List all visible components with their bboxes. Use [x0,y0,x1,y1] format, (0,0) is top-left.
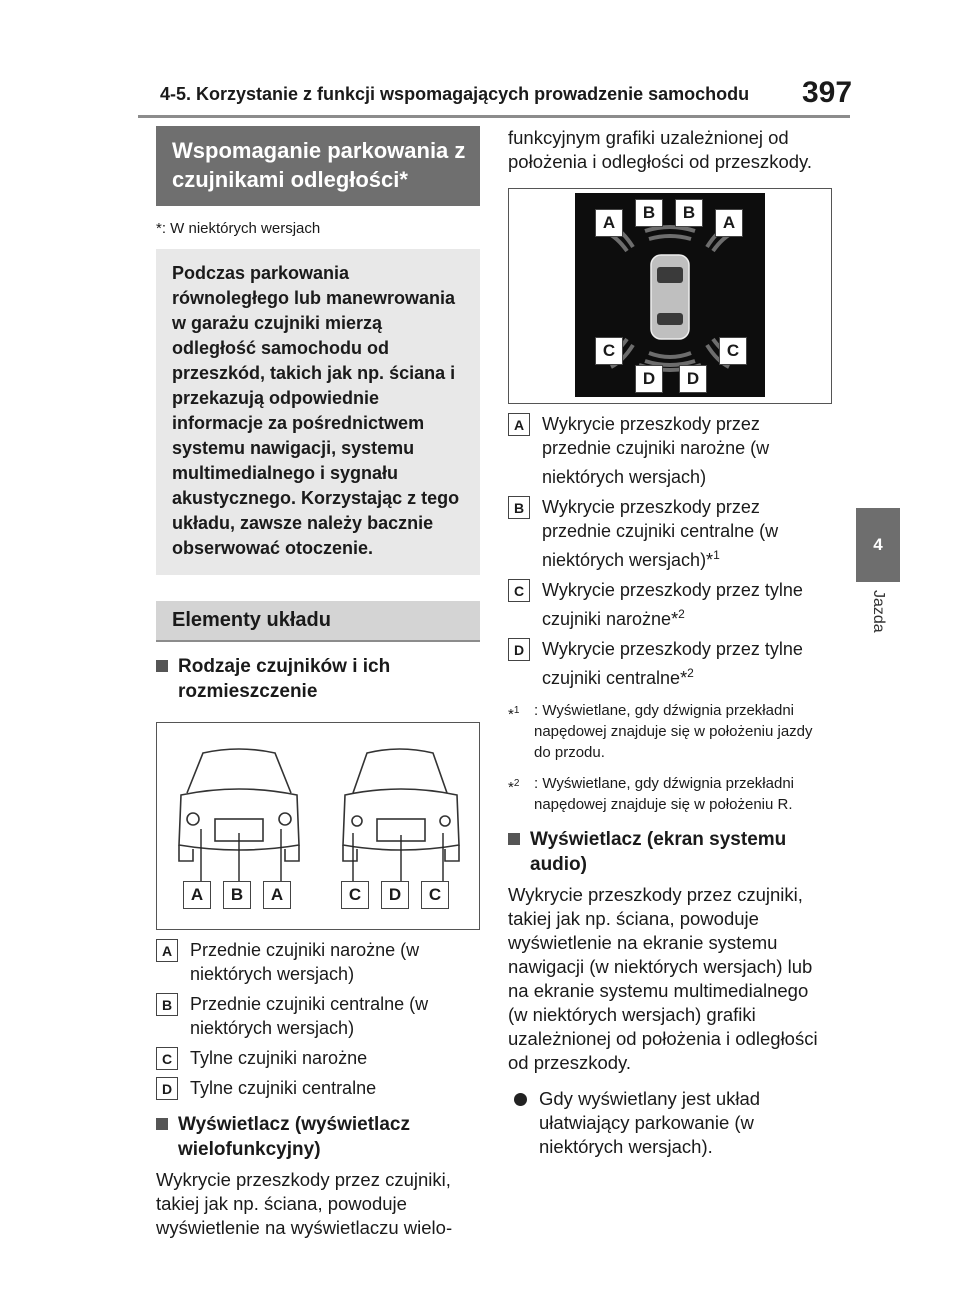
legend-letter: C [508,579,530,602]
footnote-2 [508,773,832,815]
legend-letter: D [156,1077,178,1100]
legend-item [508,637,832,690]
legend-text: Wykrycie przeszkody przez przednie czujniki centralne (w niektórych wersjach)* [542,497,779,570]
round-bullet-icon [514,1093,527,1106]
title-footnote: *: W niektórych wersjach [156,220,321,237]
display-label-a-left: A [595,209,623,237]
legend-text: Tylne czujniki centralne [190,1078,377,1098]
legend-item [156,1076,480,1100]
running-header: 4-5. Korzystanie z funkcji wspomagających prowadzenie samochodu [160,84,750,104]
front-car-roof [187,749,291,793]
display-label-a-right: A [715,209,743,237]
footnote-sup: 1 [513,705,520,716]
display-label-c-left: C [595,337,623,365]
footnote-sup: 2 [513,778,520,789]
figure-label-row [183,881,449,909]
left-column [156,126,480,1240]
body-paragraph: Wykrycie przeszkody przez czujniki, takiej jak np. ściana, powoduje wyświetlenie na wyświetlaczu wielo- [156,1169,453,1238]
rear-left-light [352,816,362,826]
subheading-multi-display [156,1112,480,1162]
legend-item [156,1046,480,1070]
legend-letter: D [508,638,530,661]
legend-item [508,495,832,572]
legend-letter: C [156,1047,178,1070]
square-bullet-icon [156,660,168,672]
legend-text: Wykrycie przeszkody przez przednie czujniki narożne (w niektórych wersjach) [542,414,770,487]
bullet-text: Gdy wyświetlany jest układ ułatwiający parkowanie (w niektórych wersjach). [539,1088,761,1157]
rear-car-roof [353,749,447,793]
legend-sup: 1 [713,548,720,562]
legend-item [156,992,480,1040]
subheading-text: Rodzaje czujników i ich rozmieszczenie [178,656,391,702]
chapter-tab: 4 [856,508,900,582]
square-bullet-icon [156,1118,168,1130]
car-top-view [651,255,689,339]
display-label-b-right: B [675,199,703,227]
legend-item [508,412,832,489]
front-left-light [187,813,199,825]
intro-box: Podczas parkowania równoległego lub manewrowania w garażu czujniki mierzą odległość samochodu od przeszkód, takich jak np. ściana i przekazują odpowiednie informacje za pośrednictwem systemu nawigacji, systemu multimedialnego i sygnału akustycznego. Korzystając z tego układu, zawsze należy bacznie obserwować otoczenie. [156,249,480,575]
legend-letter: A [156,939,178,962]
sensor-legend [156,938,480,1100]
front-right-light [279,813,291,825]
fig-label-c1: C [341,881,369,909]
legend-item [508,578,832,631]
square-bullet-icon [508,833,520,845]
fig-label-a2: A [263,881,291,909]
legend-text: Przednie czujniki centralne (w niektórych wersjach) [190,994,429,1038]
display-label-d-left: D [635,365,663,393]
footnote-1 [508,700,832,763]
legend-text: Wykrycie przeszkody przez tylne czujniki narożne* [542,580,803,629]
display-label-c-right: C [719,337,747,365]
legend-sup: 2 [687,666,694,680]
subheading-sensor-types [156,654,480,704]
legend-text: Tylne czujniki narożne [190,1048,368,1068]
body-paragraph-continued: funkcyjnym grafiki uzależnionej od położenia i odległości od przeszkody. [508,127,813,172]
footnote-text: : Wyświetlane, gdy dźwignia przekładni napędowej znajduje się w położeniu jazdy do przodu. [534,702,813,761]
display-label-d-right: D [679,365,707,393]
sensor-display-illustration [509,189,831,401]
rear-right-light [440,816,450,826]
legend-text: Przednie czujniki narożne (w niektórych wersjach) [190,940,420,984]
header-rule [138,115,850,118]
chapter-label: Jazda [870,590,887,633]
subheading-text: Wyświetlacz (wyświetlacz wielofunkcyjny) [178,1114,410,1160]
page-number: 397 [802,76,853,109]
fig-label-b: B [223,881,251,909]
bullet-item [508,1087,832,1159]
sensor-location-figure [156,722,480,930]
legend-letter: B [156,993,178,1016]
display-label-b-left: B [635,199,663,227]
footnote-text: : Wyświetlane, gdy dźwignia przekładni napędowej znajduje się w położeniu R. [534,775,794,813]
footnote-mark: * [508,706,514,723]
section-title: Wspomaganie parkowania z czujnikami odległości* [156,126,480,206]
subheading-text: Wyświetlacz (ekran systemu audio) [530,829,787,875]
legend-letter: A [508,413,530,436]
subheading-audio-screen [508,827,832,877]
fig-label-c2: C [421,881,449,909]
display-figure [508,188,832,404]
section-header: Elementy układu [156,601,480,642]
legend-text: Wykrycie przeszkody przez tylne czujniki centralne* [542,639,803,688]
body-paragraph: Wykrycie przeszkody przez czujniki, takiej jak np. ściana, powoduje wyświetlenie na ekranie systemu nawigacji (w niektórych wersjach) lub na ekranie systemu multimedialnego (w niektórych wersjach) grafiki uzależnionej od położenia i odległości od przeszkody. [508,884,818,1073]
legend-letter: B [508,496,530,519]
fig-label-a1: A [183,881,211,909]
legend-item [156,938,480,986]
legend-sup: 2 [678,607,685,621]
footnote-mark: * [508,779,514,796]
right-column [508,126,832,1159]
display-legend [508,412,832,690]
fig-label-d: D [381,881,409,909]
